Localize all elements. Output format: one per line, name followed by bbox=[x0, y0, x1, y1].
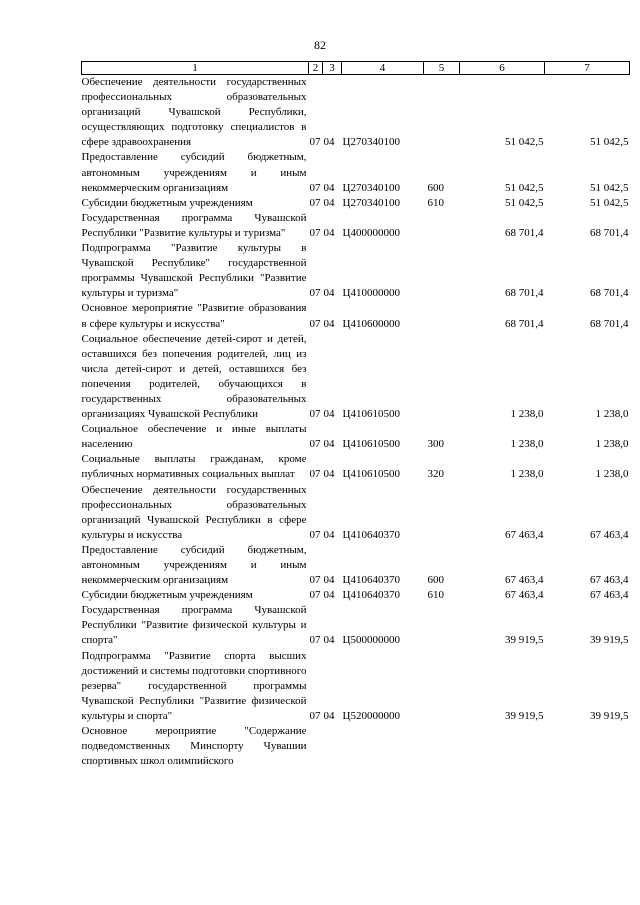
expense-type-code bbox=[424, 301, 460, 331]
column-header: 4 bbox=[342, 62, 424, 75]
amount-col6: 39 919,5 bbox=[505, 634, 544, 647]
table-row bbox=[82, 649, 630, 724]
target-article-code: Ц410000000 bbox=[342, 287, 400, 300]
section-code: 07 bbox=[309, 226, 321, 239]
table-row bbox=[82, 603, 630, 648]
subsection-code: 04 bbox=[323, 709, 335, 722]
target-article-code: Ц520000000 bbox=[342, 709, 400, 722]
row-name: Предоставление субсидий бюджетным, автономным учреждениям и иным некоммерческим организациям bbox=[81, 151, 307, 194]
amount-col6: 1 238,0 bbox=[510, 468, 544, 481]
row-name: Государственная программа Чувашской Республики "Развитие физической культуры и спорта" bbox=[81, 604, 307, 647]
subsection-code: 04 bbox=[323, 438, 335, 451]
amount-col7: 68 701,4 bbox=[590, 317, 629, 330]
section-code: 07 bbox=[309, 634, 321, 647]
section-code bbox=[309, 724, 323, 769]
table-row bbox=[82, 332, 630, 423]
section-code: 07 bbox=[309, 709, 321, 722]
amount-col7: 67 463,4 bbox=[590, 589, 629, 602]
expense-type-code bbox=[424, 241, 460, 301]
table-row bbox=[82, 75, 630, 151]
section-code: 07 bbox=[309, 317, 321, 330]
expense-type-code bbox=[424, 483, 460, 543]
row-name: Субсидии бюджетным учреждениям bbox=[81, 589, 253, 602]
section-code: 07 bbox=[309, 574, 321, 587]
expense-type-code bbox=[424, 724, 460, 769]
subsection-code: 04 bbox=[323, 468, 335, 481]
table-row bbox=[82, 724, 630, 769]
target-article-code: Ц270340100 bbox=[342, 196, 400, 209]
column-header: 5 bbox=[424, 62, 460, 75]
subsection-code: 04 bbox=[323, 136, 335, 149]
amount-col6: 67 463,4 bbox=[505, 574, 544, 587]
amount-col6: 68 701,4 bbox=[505, 287, 544, 300]
amount-col6: 67 463,4 bbox=[505, 589, 544, 602]
amount-col7: 51 042,5 bbox=[590, 136, 629, 149]
amount-col7: 1 238,0 bbox=[595, 408, 629, 421]
amount-col7: 67 463,4 bbox=[590, 528, 629, 541]
target-article-code: Ц410610500 bbox=[342, 408, 400, 421]
column-header: 2 bbox=[309, 62, 323, 75]
amount-col6: 68 701,4 bbox=[505, 226, 544, 239]
subsection-code: 04 bbox=[323, 196, 335, 209]
amount-col6 bbox=[460, 724, 545, 769]
table-row bbox=[82, 301, 630, 331]
section-code: 07 bbox=[309, 196, 321, 209]
amount-col6: 39 919,5 bbox=[505, 709, 544, 722]
page-number: 82 bbox=[314, 38, 326, 52]
amount-col6: 68 701,4 bbox=[505, 317, 544, 330]
target-article-code bbox=[342, 724, 424, 769]
row-name: Основное мероприятие "Развитие образования в сфере культуры и искусства" bbox=[81, 302, 307, 330]
subsection-code: 04 bbox=[323, 574, 335, 587]
row-name: Государственная программа Чувашской Республики "Развитие культуры и туризма" bbox=[81, 211, 307, 239]
section-code: 07 bbox=[309, 287, 321, 300]
subsection-code: 04 bbox=[323, 589, 335, 602]
amount-col7: 51 042,5 bbox=[590, 196, 629, 209]
row-name: Обеспечение деятельности государственных профессиональных образовательных организаций Чувашской Республики в сфере культуры и искусства bbox=[81, 483, 307, 541]
target-article-code: Ц410640370 bbox=[342, 574, 400, 587]
amount-col6: 1 238,0 bbox=[510, 408, 544, 421]
target-article-code: Ц410600000 bbox=[342, 317, 400, 330]
expense-type-code bbox=[424, 211, 460, 241]
section-code: 07 bbox=[309, 468, 321, 481]
table-row bbox=[82, 211, 630, 241]
row-name: Субсидии бюджетным учреждениям bbox=[81, 196, 253, 209]
column-header: 3 bbox=[323, 62, 342, 75]
section-code: 07 bbox=[309, 438, 321, 451]
section-code: 07 bbox=[309, 181, 321, 194]
target-article-code: Ц270340100 bbox=[342, 136, 400, 149]
subsection-code: 04 bbox=[323, 226, 335, 239]
expense-type-code bbox=[424, 603, 460, 648]
amount-col7: 39 919,5 bbox=[590, 634, 629, 647]
amount-col7: 1 238,0 bbox=[595, 438, 629, 451]
subsection-code: 04 bbox=[323, 317, 335, 330]
row-name: Подпрограмма "Развитие культуры в Чувашской Республике" государственной программы Чувашской Республики "Развитие культуры и туризма" bbox=[81, 242, 307, 300]
table-row bbox=[82, 483, 630, 543]
amount-col7: 68 701,4 bbox=[590, 226, 629, 239]
expense-type-code: 600 bbox=[427, 181, 444, 194]
expense-type-code: 610 bbox=[427, 196, 444, 209]
table-row bbox=[82, 150, 630, 195]
amount-col6: 67 463,4 bbox=[505, 528, 544, 541]
amount-col6: 1 238,0 bbox=[510, 438, 544, 451]
amount-col7: 39 919,5 bbox=[590, 709, 629, 722]
amount-col7: 67 463,4 bbox=[590, 574, 629, 587]
expense-type-code bbox=[424, 75, 460, 151]
expense-type-code: 610 bbox=[427, 589, 444, 602]
table-row bbox=[82, 241, 630, 301]
target-article-code: Ц400000000 bbox=[342, 226, 400, 239]
target-article-code: Ц270340100 bbox=[342, 181, 400, 194]
subsection-code: 04 bbox=[323, 408, 335, 421]
row-name: Подпрограмма "Развитие спорта высших достижений и системы подготовки спортивного резерва" государственной программы Чувашской Республики "Развитие физической культуры и спорта" bbox=[81, 649, 307, 722]
subsection-code: 04 bbox=[323, 528, 335, 541]
section-code: 07 bbox=[309, 136, 321, 149]
amount-col7: 1 238,0 bbox=[595, 468, 629, 481]
column-header: 6 bbox=[460, 62, 545, 75]
column-header: 7 bbox=[545, 62, 630, 75]
section-code: 07 bbox=[309, 408, 321, 421]
expense-type-code: 300 bbox=[427, 438, 444, 451]
subsection-code: 04 bbox=[323, 287, 335, 300]
target-article-code: Ц410640370 bbox=[342, 528, 400, 541]
row-name: Основное мероприятие "Содержание подведомственных Минспорту Чувашии спортивных школ олимпийского bbox=[81, 725, 307, 768]
row-name: Социальные выплаты гражданам, кроме публичных нормативных социальных выплат bbox=[81, 453, 307, 481]
column-header: 1 bbox=[82, 62, 309, 75]
table-row bbox=[82, 422, 630, 452]
section-code: 07 bbox=[309, 528, 321, 541]
row-name: Социальное обеспечение и иные выплаты населению bbox=[81, 423, 307, 451]
row-name: Обеспечение деятельности государственных профессиональных образовательных организаций Чувашской Республики, осуществляющих подготовку специалистов в сфере здравоохранения bbox=[81, 76, 307, 149]
amount-col7: 68 701,4 bbox=[590, 287, 629, 300]
table-row bbox=[82, 452, 630, 482]
table-row bbox=[82, 543, 630, 588]
amount-col6: 51 042,5 bbox=[505, 196, 544, 209]
amount-col7 bbox=[545, 724, 630, 769]
table-header-row bbox=[82, 62, 630, 75]
subsection-code: 04 bbox=[323, 181, 335, 194]
amount-col6: 51 042,5 bbox=[505, 136, 544, 149]
amount-col7: 51 042,5 bbox=[590, 181, 629, 194]
table-row bbox=[82, 588, 630, 603]
expense-type-code bbox=[424, 649, 460, 724]
target-article-code: Ц410610500 bbox=[342, 438, 400, 451]
table-row bbox=[82, 196, 630, 211]
expense-type-code: 600 bbox=[427, 574, 444, 587]
row-name: Социальное обеспечение детей-сирот и детей, оставшихся без попечения родителей, лиц из числа детей-сирот и детей, оставшихся без попечения родителей, обучающихся в государственных образовательных организациях Чувашской Республики bbox=[81, 332, 307, 421]
target-article-code: Ц410610500 bbox=[342, 468, 400, 481]
target-article-code: Ц410640370 bbox=[342, 589, 400, 602]
amount-col6: 51 042,5 bbox=[505, 181, 544, 194]
expense-type-code bbox=[424, 332, 460, 423]
row-name: Предоставление субсидий бюджетным, автономным учреждениям и иным некоммерческим организациям bbox=[81, 543, 307, 587]
section-code: 07 bbox=[309, 589, 321, 602]
subsection-code bbox=[323, 724, 342, 769]
target-article-code: Ц500000000 bbox=[342, 634, 400, 647]
budget-table bbox=[81, 61, 630, 769]
expense-type-code: 320 bbox=[427, 468, 444, 481]
subsection-code: 04 bbox=[323, 634, 335, 647]
